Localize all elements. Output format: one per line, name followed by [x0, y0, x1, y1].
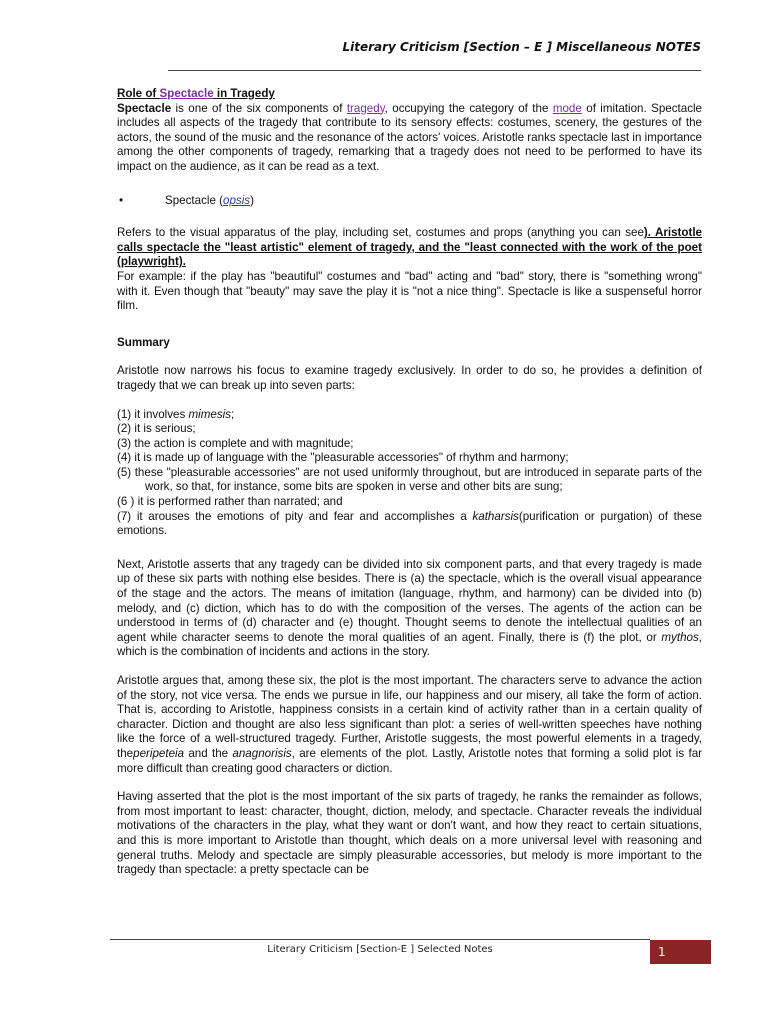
list-item: (5) these "pleasurable accessories" are not used uniformly throughout, but are introduced in separate parts of the work, so that, for instance, some bits are spoken in verse and other bits are sung; [117, 465, 702, 494]
bullet-paragraph-1 [117, 226, 702, 270]
item-1-em: mimesis [188, 407, 232, 421]
section-title [117, 87, 702, 102]
footer-rule [110, 939, 650, 940]
bullet-paragraph-2: For example: if the play has "beautiful" costumes and "bad" acting and "bad" story, there is "something wrong" with it. Even though that "beauty" may save the play it is "not a nice thing". Spectacle is like a suspenseful horror film. [117, 269, 702, 313]
mode-link[interactable]: mode [552, 101, 582, 115]
intro-text-3: of imitation. Spectacle includes all aspects of the tragedy that contribute to its sensory effects: costumes, scenery, the gestures of the actors, the sound of the music and the resonance of the actors' voices. Aristotle ranks spectacle last in importance among the other components of tragedy, remarking that a tragedy does not need to be performed to have its impact on the audience, as it can be read as a text. [117, 101, 703, 173]
definition-list [117, 408, 702, 539]
item-7-post: (purification or purgation) of these emotions. [117, 509, 703, 538]
para2-mid: and the [184, 746, 233, 760]
page-number: 1 [650, 940, 711, 964]
bullet-p1-bold: ). Aristotle calls spectacle the "least artistic" element of tragedy, and the "least connected with the work of the poet (playwright). [117, 226, 702, 269]
tragedy-link[interactable]: tragedy [346, 101, 385, 115]
document-body [117, 87, 702, 878]
para2-em-2: anagnorisis [232, 746, 292, 760]
intro-paragraph [117, 102, 702, 175]
list-item: (2) it is serious; [117, 422, 196, 436]
intro-text-1: is one of the six components of [171, 101, 347, 115]
bullet-label [165, 194, 254, 209]
bullet-p1-text: Refers to the visual apparatus of the play, including set, costumes and props (anything you can see [117, 226, 644, 240]
para1-em: mythos [661, 630, 699, 644]
item-1-text: (1) it involves [117, 407, 189, 421]
list-item: (3) the action is complete and with magnitude; [117, 436, 354, 450]
header-rule [168, 70, 701, 71]
item-1-post: ; [231, 407, 235, 421]
section-title-pre: Role of [117, 87, 160, 100]
para2-post: , are elements of the plot. Lastly, Aristotle notes that forming a solid plot is far more difficult than creating good characters or diction. [117, 746, 703, 775]
item-7-text: (7) it arouses the emotions of pity and fear and accomplishes a [117, 509, 473, 523]
list-item: (4) it is made up of language with the "pleasurable accessories" of rhythm and harmony; [117, 451, 569, 465]
body-paragraph-plot [117, 674, 702, 776]
spectacle-link[interactable]: Spectacle [159, 87, 214, 100]
body-paragraph-components [117, 558, 702, 660]
intro-term: Spectacle [117, 101, 172, 115]
section-title-post: in Tragedy [213, 87, 275, 100]
list-item [117, 408, 702, 423]
bullet-icon: • [119, 193, 124, 207]
body-paragraph-ranking: Having asserted that the plot is the most important of the six parts of tragedy, he ranks the remainder as follows, from most important to least: character, thought, diction, melody, and spectacle. Character reveals the individual motivations of the characters in the play, what they want or don't want, and how they react to certain situations, and this is more important to Aristotle than thought, which deals on a more universal level with reasoning and general truths. Melody and spectacle are simply pleasurable accessories, but melody is more important to the tragedy than spectacle: a pretty spectacle can be [117, 790, 702, 877]
list-item [117, 510, 702, 539]
bullet-label-pre: Spectacle ( [165, 193, 223, 207]
page-header: Literary Criticism [Section – E ] Miscellaneous NOTES [342, 40, 701, 54]
summary-intro: Aristotle now narrows his focus to examine tragedy exclusively. In order to do so, he provides a definition of tragedy that we can break up into seven parts: [117, 364, 702, 392]
para1-text: Next, Aristotle asserts that any tragedy can be divided into six component parts, and that every tragedy is made up of these six parts with nothing else besides. There is (a) the spectacle, which is the overall visual appearance of the stage and the actors. The means of imitation (language, rhythm, and harmony) can be divided into (b) melody, and (c) diction, which has to do with the composition of the verses. The agents of the action can be understood in terms of (d) character and (e) thought. Thought seems to denote the intellectual qualities of an agent while character seems to denote the moral qualities of an agent. Finally, there is (f) the plot, or [117, 557, 702, 644]
list-item: (6 ) it is performed rather than narrated; and [117, 495, 343, 509]
item-7-em: katharsis [472, 509, 519, 523]
summary-heading: Summary [117, 335, 170, 349]
bullet-item [117, 194, 702, 209]
para1-post: , which is the combination of incidents and actions in the story. [117, 630, 702, 659]
bullet-label-post: ) [250, 193, 254, 207]
intro-text-2: , occupying the category of the [384, 101, 553, 115]
para2-em-1: peripeteia [133, 746, 185, 760]
para2-text: Aristotle argues that, among these six, the plot is the most important. The characters serve to advance the action of the story, not vice versa. The ends we pursue in life, our happiness and our misery, all take the form of action. That is, according to Aristotle, happiness consists in a certain kind of activity rather than in a certain quality of character. Diction and thought are also less significant than plot: a series of well-written speeches have nothing like the force of a well-structured tragedy. Further, Aristotle suggests, the most powerful elements in a tragedy, the [117, 674, 702, 760]
footer-text: Literary Criticism [Section-E ] Selected Notes [267, 944, 493, 955]
opsis-link[interactable]: opsis [223, 193, 251, 207]
